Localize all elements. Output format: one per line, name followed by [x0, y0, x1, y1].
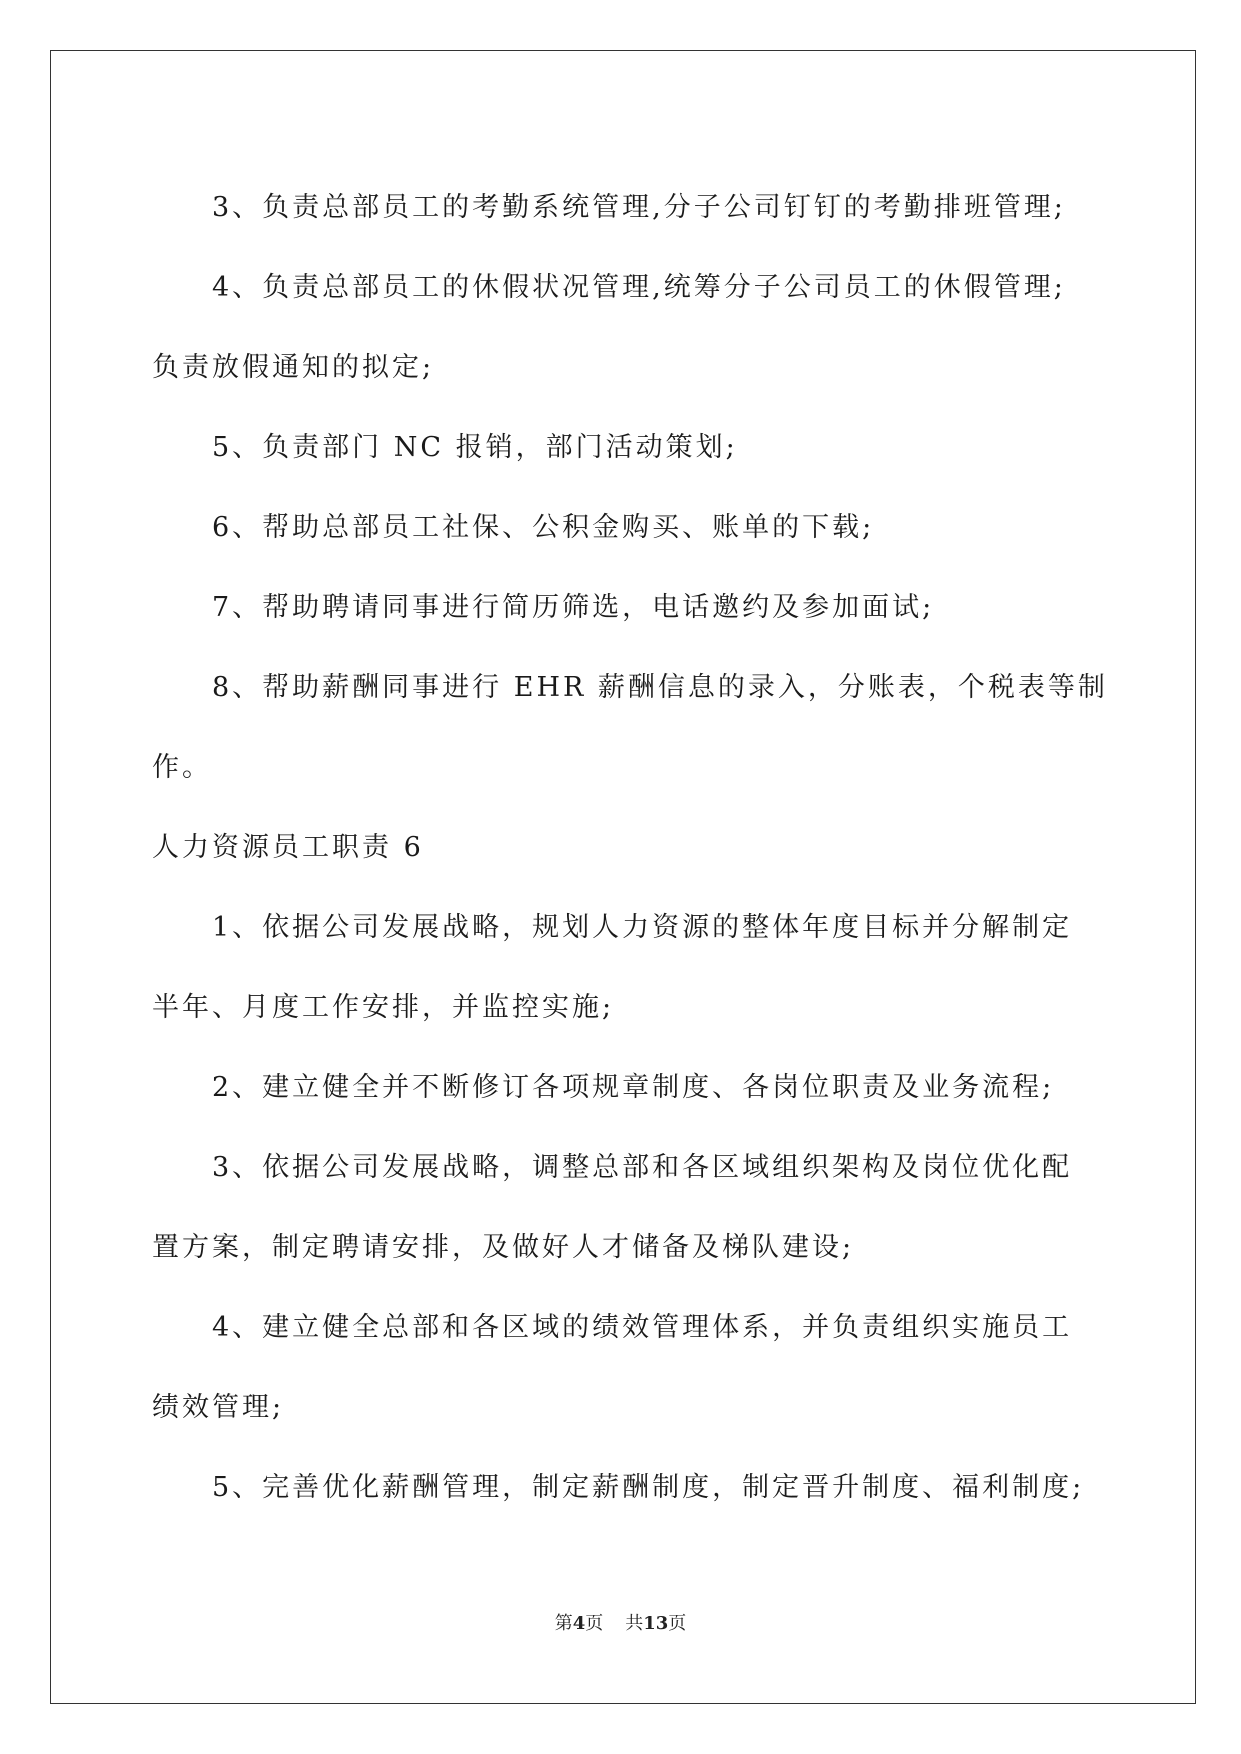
paragraph-line: 6、帮助总部员工社保、公积金购买、账单的下载; [212, 512, 875, 543]
paragraph-line: 半年、月度工作安排，并监控实施; [152, 992, 615, 1023]
section-heading: 人力资源员工职责 6 [152, 832, 424, 863]
paragraph-line: 5、完善优化薪酬管理，制定薪酬制度，制定晋升制度、福利制度; [212, 1472, 1085, 1503]
paragraph-line: 5、负责部门 NC 报销，部门活动策划; [212, 432, 738, 463]
footer-page-suffix: 页 [585, 1613, 604, 1634]
paragraph-line: 3、依据公司发展战略，调整总部和各区域组织架构及岗位优化配 [212, 1152, 1073, 1183]
paragraph-line: 1、依据公司发展战略，规划人力资源的整体年度目标并分解制定 [212, 912, 1073, 943]
current-page-number: 4 [572, 1613, 586, 1634]
footer-total-suffix: 页 [668, 1613, 687, 1634]
paragraph-line: 7、帮助聘请同事进行简历筛选，电话邀约及参加面试; [212, 592, 935, 623]
page-footer [0, 1612, 1241, 1636]
footer-total-prefix: 共 [625, 1613, 644, 1634]
footer-prefix: 第 [554, 1613, 573, 1634]
paragraph-line: 4、负责总部员工的休假状况管理,统筹分子公司员工的休假管理; [212, 272, 1066, 303]
paragraph-line: 4、建立健全总部和各区域的绩效管理体系，并负责组织实施员工 [212, 1312, 1073, 1343]
paragraph-line: 2、建立健全并不断修订各项规章制度、各岗位职责及业务流程; [212, 1072, 1055, 1103]
paragraph-line: 作。 [152, 752, 212, 783]
total-page-number: 13 [643, 1613, 669, 1634]
paragraph-line: 负责放假通知的拟定; [152, 352, 435, 383]
paragraph-line: 绩效管理; [152, 1392, 285, 1423]
paragraph-line: 置方案，制定聘请安排，及做好人才储备及梯队建设; [152, 1232, 855, 1263]
paragraph-line: 3、负责总部员工的考勤系统管理,分子公司钉钉的考勤排班管理; [212, 192, 1066, 223]
paragraph-line: 8、帮助薪酬同事进行 EHR 薪酬信息的录入，分账表，个税表等制 [212, 672, 1108, 703]
document-body [152, 168, 1108, 1528]
